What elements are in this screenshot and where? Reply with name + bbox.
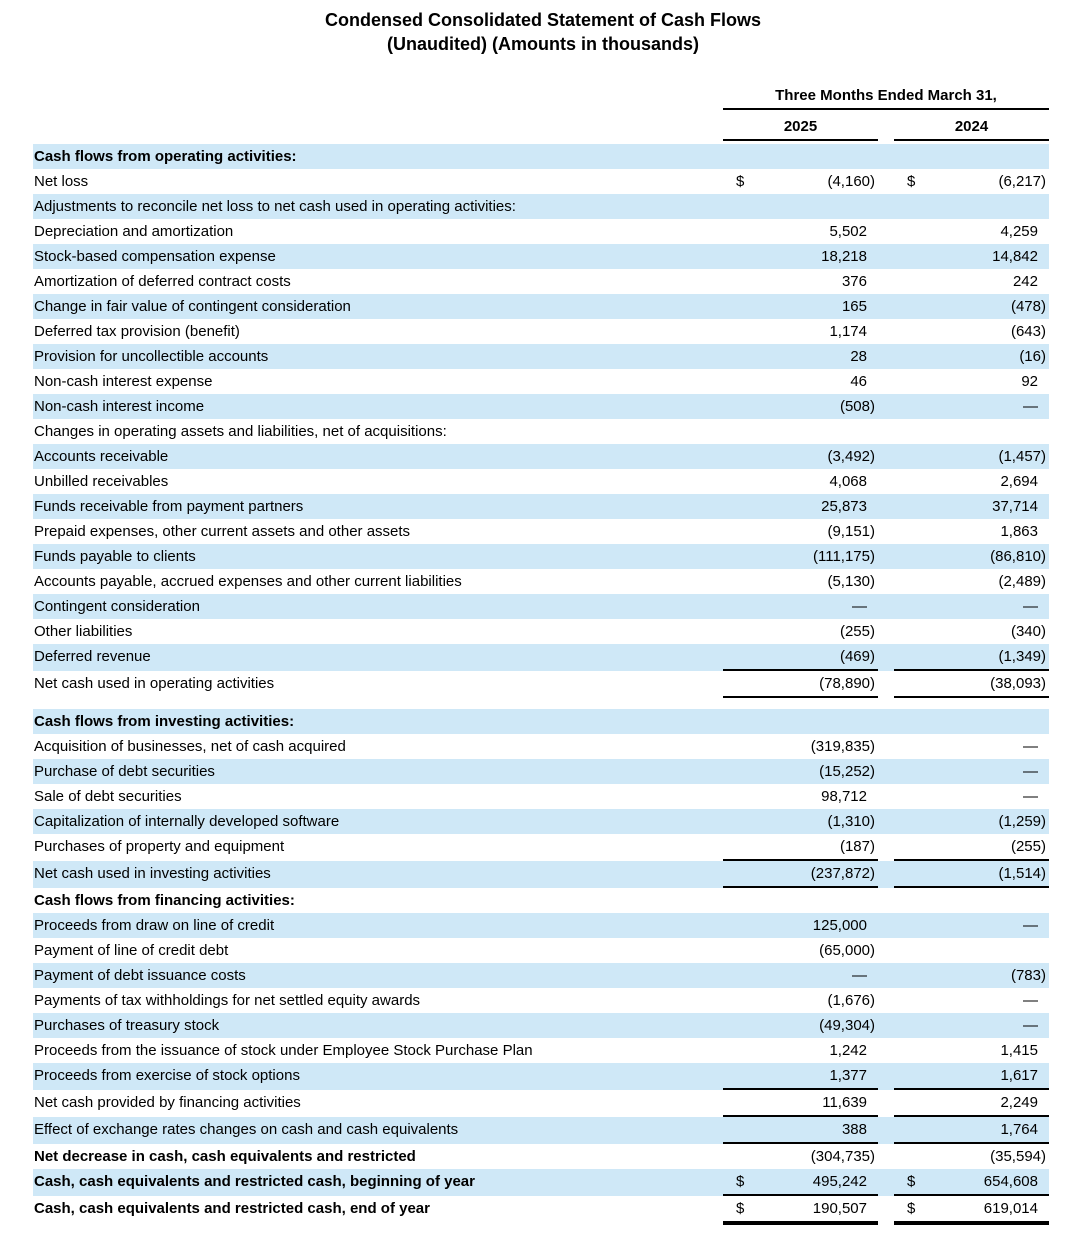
- cell-value: 5,502: [829, 223, 867, 240]
- value-2024: [894, 494, 1049, 519]
- cell-value: 28: [850, 348, 867, 365]
- row-label: Acquisition of businesses, net of cash acquired: [34, 738, 346, 755]
- cell-value: 388: [841, 1121, 867, 1138]
- cell-value: 242: [1012, 273, 1038, 290]
- row-label: Accounts payable, accrued expenses and other current liabilities: [34, 573, 462, 590]
- value-2024: [894, 219, 1049, 244]
- cell-value: 619,014: [983, 1200, 1038, 1217]
- value-2025: [723, 419, 878, 444]
- row-label: Payments of tax withholdings for net settled equity awards: [34, 992, 421, 1009]
- cell-value: (1,310): [827, 813, 875, 830]
- cell-value: 2,249: [1000, 1094, 1038, 1111]
- value-2025: [723, 1063, 878, 1090]
- row-label: Net loss: [34, 173, 89, 190]
- column-header: [723, 86, 1049, 141]
- cell-value: (1,259): [998, 813, 1046, 830]
- cell-value: 190,507: [812, 1200, 867, 1217]
- value-2025: [723, 963, 878, 988]
- value-2024: [894, 1169, 1049, 1196]
- value-2025: [723, 809, 878, 834]
- table-row: [33, 369, 1049, 394]
- table-row: [33, 1013, 1049, 1038]
- cell-value: (2,489): [998, 573, 1046, 590]
- cell-value: 165: [841, 298, 867, 315]
- cell-value: (1,514): [998, 865, 1046, 882]
- row-label: Cash flows from operating activities:: [34, 148, 297, 165]
- value-2025: [723, 644, 878, 671]
- value-2024: [894, 1196, 1049, 1225]
- value-2024: [894, 1144, 1049, 1169]
- cell-value: (5,130): [827, 573, 875, 590]
- table-row: [33, 344, 1049, 369]
- value-2024: [894, 913, 1049, 938]
- cell-value: (38,093): [990, 675, 1046, 692]
- row-label: Funds receivable from payment partners: [34, 498, 304, 515]
- value-2024: [894, 734, 1049, 759]
- value-2025: [723, 169, 878, 194]
- value-2025: [723, 619, 878, 644]
- row-label: Proceeds from the issuance of stock under Employee Stock Purchase Plan: [34, 1042, 533, 1059]
- value-2024: [894, 544, 1049, 569]
- cell-value: (16): [1019, 348, 1046, 365]
- cell-value: 376: [841, 273, 867, 290]
- cell-value: —: [1023, 917, 1038, 934]
- table-row: [33, 809, 1049, 834]
- value-2024: [894, 1117, 1049, 1144]
- row-label: Payment of line of credit debt: [34, 942, 229, 959]
- value-2025: [723, 1169, 878, 1196]
- cell-value: —: [1023, 738, 1038, 755]
- value-2024: [894, 988, 1049, 1013]
- table-row: [33, 784, 1049, 809]
- value-2025: [723, 1196, 878, 1225]
- value-2025: [723, 294, 878, 319]
- value-2024: [894, 294, 1049, 319]
- value-2024: [894, 671, 1049, 698]
- table-row: [33, 594, 1049, 619]
- cell-value: (65,000): [819, 942, 875, 959]
- cell-value: —: [1023, 788, 1038, 805]
- cell-value: 11,639: [822, 1094, 867, 1111]
- row-label: Funds payable to clients: [34, 548, 196, 565]
- row-label: Provision for uncollectible accounts: [34, 348, 269, 365]
- table-row: [33, 1038, 1049, 1063]
- table-row: [33, 759, 1049, 784]
- value-2024: [894, 1013, 1049, 1038]
- table-row: [33, 963, 1049, 988]
- value-2024: [894, 1063, 1049, 1090]
- row-label: Unbilled receivables: [34, 473, 169, 490]
- cell-value: (9,151): [827, 523, 875, 540]
- cell-value: (86,810): [990, 548, 1046, 565]
- table-row: [33, 269, 1049, 294]
- row-label: Net cash used in investing activities: [34, 865, 271, 882]
- cell-value: (6,217): [998, 173, 1046, 190]
- row-label: Adjustments to reconcile net loss to net cash used in operating activities:: [34, 198, 516, 215]
- value-2024: [894, 369, 1049, 394]
- value-2025: [723, 1117, 878, 1144]
- table-row: [33, 988, 1049, 1013]
- cell-value: 495,242: [812, 1173, 867, 1190]
- column-header-area: [33, 86, 1049, 141]
- table-row: [33, 938, 1049, 963]
- row-label: Payment of debt issuance costs: [34, 967, 246, 984]
- statement-rows: [33, 144, 1049, 1225]
- cell-value: (3,492): [827, 448, 875, 465]
- row-label: Cash, cash equivalents and restricted cash, end of year: [34, 1200, 430, 1217]
- row-label: Purchases of property and equipment: [34, 838, 285, 855]
- cell-value: (508): [839, 398, 875, 415]
- value-2024: [894, 419, 1049, 444]
- cell-value: (1,457): [998, 448, 1046, 465]
- cell-value: 1,377: [829, 1067, 867, 1084]
- value-2025: [723, 784, 878, 809]
- value-2025: [723, 219, 878, 244]
- cell-value: 92: [1021, 373, 1038, 390]
- row-label: Purchase of debt securities: [34, 763, 215, 780]
- cell-value: —: [852, 967, 867, 984]
- value-2025: [723, 569, 878, 594]
- cell-value: (469): [839, 648, 875, 665]
- value-2024: [894, 834, 1049, 861]
- row-label: Sale of debt securities: [34, 788, 182, 805]
- value-2025: [723, 394, 878, 419]
- value-2024: [894, 194, 1049, 219]
- cell-value: (643): [1010, 323, 1046, 340]
- value-2024: [894, 1090, 1049, 1117]
- cell-value: 98,712: [821, 788, 867, 805]
- row-label: Accounts receivable: [34, 448, 169, 465]
- value-2024: [894, 519, 1049, 544]
- value-2024: [894, 809, 1049, 834]
- table-row: [33, 144, 1049, 169]
- row-label: Cash flows from investing activities:: [34, 713, 295, 730]
- cell-value: 18,218: [821, 248, 867, 265]
- cell-value: 4,259: [1000, 223, 1038, 240]
- value-2025: [723, 913, 878, 938]
- table-row: [33, 419, 1049, 444]
- cell-value: (49,304): [819, 1017, 875, 1034]
- value-2024: [894, 888, 1049, 913]
- year-column-2024: 2024: [894, 117, 1049, 141]
- table-row: [33, 394, 1049, 419]
- table-row: [33, 494, 1049, 519]
- cell-value: (478): [1010, 298, 1046, 315]
- currency-symbol: $: [736, 1200, 745, 1217]
- value-2024: [894, 569, 1049, 594]
- table-row: [33, 861, 1049, 888]
- value-2025: [723, 888, 878, 913]
- value-2025: [723, 319, 878, 344]
- value-2024: [894, 759, 1049, 784]
- cell-value: —: [1023, 763, 1038, 780]
- value-2024: [894, 644, 1049, 671]
- cell-value: —: [1023, 398, 1038, 415]
- cell-value: 4,068: [829, 473, 867, 490]
- cell-value: (15,252): [819, 763, 875, 780]
- cell-value: (111,175): [813, 548, 875, 565]
- document-title-block: [0, 8, 1086, 56]
- value-2025: [723, 1013, 878, 1038]
- table-row: [33, 544, 1049, 569]
- value-2024: [894, 469, 1049, 494]
- cell-value: (237,872): [810, 865, 875, 882]
- cell-value: (304,735): [810, 1148, 875, 1165]
- value-2025: [723, 369, 878, 394]
- row-label: Change in fair value of contingent consideration: [34, 298, 351, 315]
- cell-value: 1,174: [829, 323, 867, 340]
- table-row: [33, 169, 1049, 194]
- cell-value: (35,594): [990, 1148, 1046, 1165]
- row-label: Effect of exchange rates changes on cash and cash equivalents: [34, 1121, 459, 1138]
- cell-value: 14,842: [992, 248, 1038, 265]
- cell-value: 1,415: [1000, 1042, 1038, 1059]
- document-title-line2: (Unaudited) (Amounts in thousands): [387, 34, 699, 54]
- row-label: Stock-based compensation expense: [34, 248, 276, 265]
- currency-symbol: $: [907, 173, 916, 190]
- cell-value: 37,714: [992, 498, 1038, 515]
- value-2024: [894, 619, 1049, 644]
- row-label: Proceeds from exercise of stock options: [34, 1067, 300, 1084]
- table-row: [33, 734, 1049, 759]
- cell-value: (1,349): [998, 648, 1046, 665]
- value-2025: [723, 709, 878, 734]
- row-label: Cash, cash equivalents and restricted cash, beginning of year: [34, 1173, 475, 1190]
- value-2025: [723, 938, 878, 963]
- cell-value: (255): [839, 623, 875, 640]
- cell-value: (1,676): [827, 992, 875, 1009]
- currency-symbol: $: [907, 1200, 916, 1217]
- value-2025: [723, 988, 878, 1013]
- cell-value: (78,890): [819, 675, 875, 692]
- value-2025: [723, 834, 878, 861]
- document-title-line1: Condensed Consolidated Statement of Cash Flows: [324, 10, 762, 30]
- year-header-row: [723, 117, 1049, 141]
- cell-value: (783): [1010, 967, 1046, 984]
- table-row: [33, 319, 1049, 344]
- table-row: [33, 569, 1049, 594]
- cell-value: 1,242: [829, 1042, 867, 1059]
- value-2025: [723, 1090, 878, 1117]
- currency-symbol: $: [736, 1173, 745, 1190]
- value-2025: [723, 1038, 878, 1063]
- row-label: Purchases of treasury stock: [34, 1017, 220, 1034]
- table-row: [33, 913, 1049, 938]
- table-row: [33, 519, 1049, 544]
- row-label: Contingent consideration: [34, 598, 200, 615]
- table-row: [33, 671, 1049, 698]
- table-row: [33, 644, 1049, 671]
- value-2025: [723, 544, 878, 569]
- cell-value: (319,835): [810, 738, 875, 755]
- cell-value: 2,694: [1000, 473, 1038, 490]
- table-row: [33, 834, 1049, 861]
- cell-value: 1,764: [1000, 1121, 1038, 1138]
- value-2025: [723, 344, 878, 369]
- table-row: [33, 1117, 1049, 1144]
- cell-value: (340): [1010, 623, 1046, 640]
- table-row: [33, 219, 1049, 244]
- row-label: Other liabilities: [34, 623, 133, 640]
- value-2025: [723, 469, 878, 494]
- cell-value: (4,160): [827, 173, 875, 190]
- value-2024: [894, 861, 1049, 888]
- value-2024: [894, 444, 1049, 469]
- value-2024: [894, 963, 1049, 988]
- cell-value: (255): [1010, 838, 1046, 855]
- value-2025: [723, 444, 878, 469]
- table-row: [33, 1196, 1049, 1225]
- row-label: Net cash provided by financing activities: [34, 1094, 301, 1111]
- cell-value: 46: [850, 373, 867, 390]
- value-2024: [894, 1038, 1049, 1063]
- row-label: Non-cash interest expense: [34, 373, 213, 390]
- value-2024: [894, 709, 1049, 734]
- value-2024: [894, 244, 1049, 269]
- row-label: Proceeds from draw on line of credit: [34, 917, 275, 934]
- table-row: [33, 1090, 1049, 1117]
- value-2025: [723, 194, 878, 219]
- table-row: [33, 709, 1049, 734]
- table-row: [33, 244, 1049, 269]
- cell-value: —: [1023, 992, 1038, 1009]
- value-2025: [723, 144, 878, 169]
- value-2024: [894, 144, 1049, 169]
- value-2024: [894, 269, 1049, 294]
- cell-value: —: [1023, 598, 1038, 615]
- value-2025: [723, 269, 878, 294]
- cell-value: 654,608: [983, 1173, 1038, 1190]
- value-2025: [723, 494, 878, 519]
- row-label: Deferred tax provision (benefit): [34, 323, 240, 340]
- value-2024: [894, 938, 1049, 963]
- cell-value: —: [852, 598, 867, 615]
- row-label: Prepaid expenses, other current assets and other assets: [34, 523, 411, 540]
- row-label: Capitalization of internally developed software: [34, 813, 340, 830]
- period-header: Three Months Ended March 31,: [723, 86, 1049, 110]
- year-column-2025: 2025: [723, 117, 878, 141]
- table-row: [33, 619, 1049, 644]
- cell-value: 1,617: [1000, 1067, 1038, 1084]
- row-label: Depreciation and amortization: [34, 223, 234, 240]
- value-2025: [723, 594, 878, 619]
- value-2024: [894, 344, 1049, 369]
- table-row: [33, 194, 1049, 219]
- row-label: Amortization of deferred contract costs: [34, 273, 291, 290]
- table-row: [33, 1169, 1049, 1196]
- table-row: [33, 444, 1049, 469]
- row-label: Non-cash interest income: [34, 398, 205, 415]
- table-row: [33, 1063, 1049, 1090]
- value-2025: [723, 734, 878, 759]
- cell-value: 125,000: [812, 917, 867, 934]
- value-2024: [894, 319, 1049, 344]
- table-row: [33, 469, 1049, 494]
- value-2024: [894, 169, 1049, 194]
- value-2025: [723, 1144, 878, 1169]
- value-2025: [723, 759, 878, 784]
- value-2024: [894, 394, 1049, 419]
- cell-value: (187): [839, 838, 875, 855]
- value-2025: [723, 861, 878, 888]
- row-label: Net cash used in operating activities: [34, 675, 275, 692]
- value-2025: [723, 671, 878, 698]
- row-label: Changes in operating assets and liabilities, net of acquisitions:: [34, 423, 447, 440]
- cell-value: 25,873: [821, 498, 867, 515]
- cell-value: 1,863: [1000, 523, 1038, 540]
- row-label: Deferred revenue: [34, 648, 151, 665]
- table-row: [33, 888, 1049, 913]
- currency-symbol: $: [907, 1173, 916, 1190]
- value-2024: [894, 594, 1049, 619]
- value-2025: [723, 519, 878, 544]
- value-2024: [894, 784, 1049, 809]
- row-label: Net decrease in cash, cash equivalents and restricted: [34, 1148, 416, 1165]
- currency-symbol: $: [736, 173, 745, 190]
- table-row: [33, 294, 1049, 319]
- value-2025: [723, 244, 878, 269]
- row-label: Cash flows from financing activities:: [34, 892, 295, 909]
- cell-value: —: [1023, 1017, 1038, 1034]
- table-row: [33, 1144, 1049, 1169]
